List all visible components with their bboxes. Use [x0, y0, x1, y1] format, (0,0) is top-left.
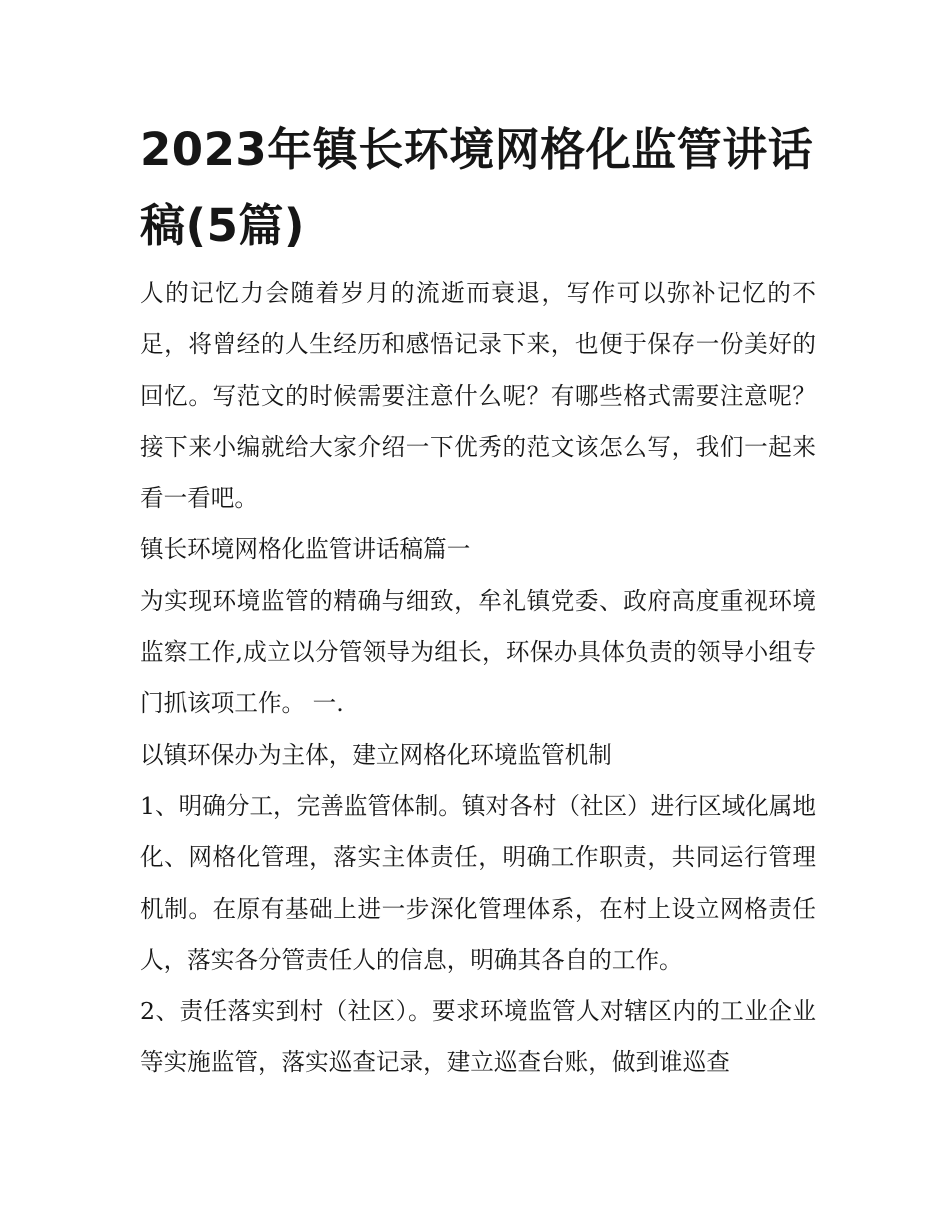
document-title: 2023年镇长环境网格化监管讲话稿(5篇)	[140, 123, 814, 252]
body-paragraph: 1、明确分工，完善监管体制。镇对各村（社区）进行区域化属地化、网格化管理，落实主体责任，明确工作职责，共同运行管理机制。在原有基础上进一步深化管理体系，在村上设立网格责任人，落实各分管责任人的信息，明确其各自的工作。	[140, 791, 816, 974]
subsection-heading: 以镇环保办为主体，建立网格化环境监管机制	[140, 740, 612, 769]
section-heading: 镇长环境网格化监管讲话稿篇一	[140, 535, 471, 564]
body-paragraph: 为实现环境监管的精确与细致，牟礼镇党委、政府高度重视环境监察工作,成立以分管领导为组长，环保办具体负责的领导小组专门抓该项工作。 一.	[140, 586, 816, 718]
intro-paragraph: 人的记忆力会随着岁月的流逝而衰退，写作可以弥补记忆的不足，将曾经的人生经历和感悟记录下来，也便于保存一份美好的回忆。写范文的时候需要注意什么呢？有哪些格式需要注意呢？接下来小编就给大家介绍一下优秀的范文该怎么写，我们一起来看一看吧。	[140, 279, 816, 513]
body-paragraph: 2、责任落实到村（社区）。要求环境监管人对辖区内的工业企业等实施监管，落实巡查记录，建立巡查台账，做到谁巡查	[140, 997, 816, 1077]
document-body	[140, 268, 816, 1089]
